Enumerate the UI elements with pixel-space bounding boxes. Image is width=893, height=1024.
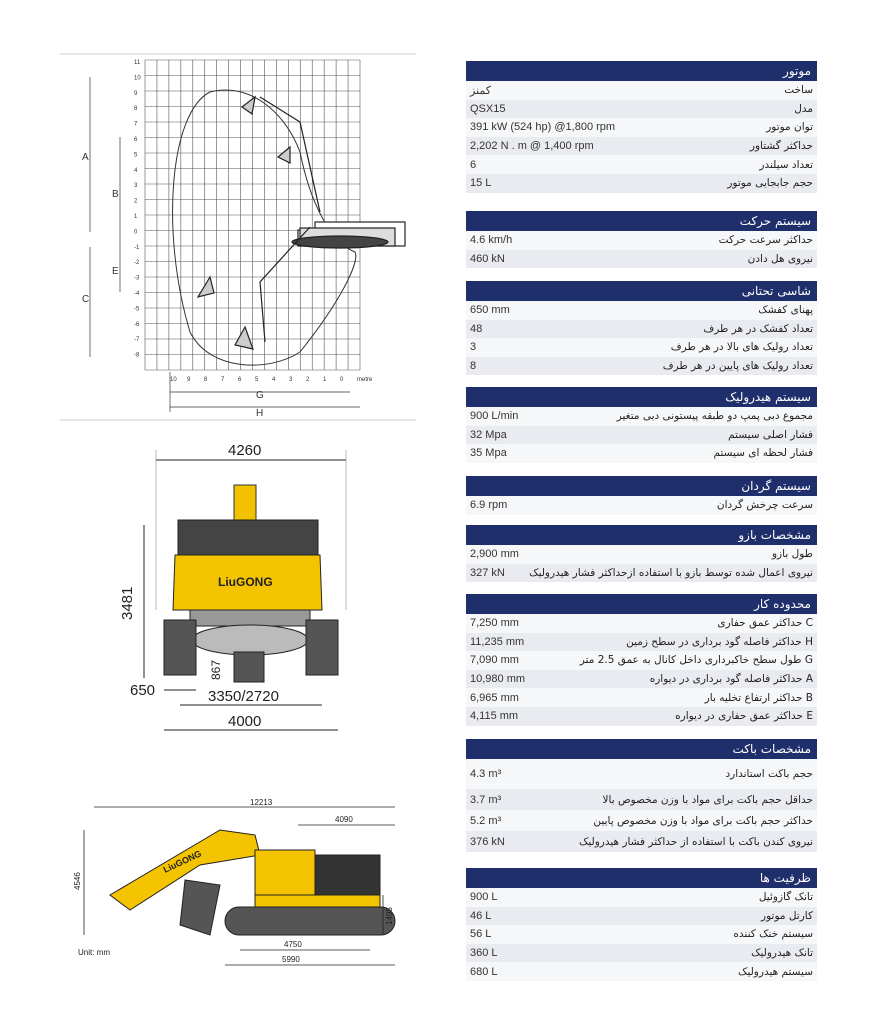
spec-row	[466, 338, 817, 357]
spec-row	[466, 688, 817, 707]
spec-label: نیروی هل دادن	[747, 252, 813, 265]
dim-4546: 4546	[73, 872, 82, 890]
spec-label: H حداکثر فاصله گود برداری در سطح زمین	[626, 635, 813, 648]
x-tick-label: 8	[204, 377, 208, 383]
y-tick-label: 4	[134, 167, 138, 174]
spec-row	[466, 231, 817, 250]
spec-value: 376 kN	[470, 835, 505, 848]
spec-swing	[466, 476, 817, 515]
y-tick-label: 1	[134, 214, 138, 220]
spec-row	[466, 444, 817, 463]
spec-row	[466, 651, 817, 670]
dim-867: 867	[209, 659, 223, 680]
spec-label: فشار لحظه ای سیستم	[713, 447, 813, 460]
spec-value: 2,202 N . m @ 1,400 rpm	[470, 140, 594, 153]
dim-4750: 4750	[284, 940, 302, 949]
spec-label: سیستم خنک کننده	[733, 928, 813, 941]
section-title: سیستم حرکت	[466, 211, 817, 231]
dim-4000: 4000	[228, 713, 262, 730]
spec-row	[466, 707, 817, 726]
spec-value: 8	[470, 360, 477, 373]
spec-row	[466, 357, 817, 376]
spec-row	[466, 426, 817, 445]
spec-row	[466, 155, 817, 174]
spec-value: 460 kN	[470, 252, 505, 265]
spec-value: 900 L	[470, 891, 498, 904]
label-b: B	[112, 189, 119, 200]
y-tick-label: -4	[134, 291, 140, 297]
spec-label: حداقل حجم باکت برای مواد با وزن مخصوص بالا	[602, 793, 813, 806]
y-tick-label: -2	[134, 260, 140, 267]
dim-5990: 5990	[282, 955, 300, 964]
y-tick-label: 8	[134, 106, 138, 113]
spec-row	[466, 496, 817, 515]
section-title: مشخصات باکت	[466, 739, 817, 759]
dim-4090: 4090	[335, 815, 353, 824]
section-title: شاسی تحتانی	[466, 281, 817, 301]
bucket-left	[198, 277, 214, 297]
spec-row	[466, 100, 817, 119]
spec-row	[466, 633, 817, 652]
spec-value: 680 L	[470, 965, 498, 978]
spec-row	[466, 174, 817, 193]
spec-row	[466, 545, 817, 564]
spec-value: 5.2 m³	[470, 814, 502, 827]
spec-value: 7,090 mm	[470, 654, 519, 667]
spec-value: 10,980 mm	[470, 673, 526, 686]
y-tick-label: -8	[134, 352, 140, 359]
spec-bucket	[466, 739, 817, 852]
y-tick-label: 0	[134, 229, 138, 236]
spec-label: نیروی کندن باکت با استفاده از حداکثر فشار هیدرولیک	[578, 835, 813, 848]
spec-row	[466, 614, 817, 633]
spec-value: 4,115 mm	[470, 710, 519, 723]
dim-4260: 4260	[228, 442, 262, 459]
y-tick-label: 6	[134, 137, 138, 143]
spec-value: 48	[470, 322, 483, 335]
spec-row	[466, 789, 817, 810]
spec-value: 7,250 mm	[470, 617, 519, 630]
spec-value: 6,965 mm	[470, 691, 519, 704]
spec-value: 900 L/min	[470, 410, 519, 423]
section-title: ظرفیت ها	[466, 868, 817, 888]
spec-label: تعداد سیلندر	[759, 158, 813, 171]
spec-row	[466, 907, 817, 926]
spec-label: A حداکثر فاصله گود برداری در دیواره	[649, 673, 813, 686]
y-tick-label: -6	[134, 321, 140, 328]
spec-row	[466, 118, 817, 137]
spec-value: 6.9 rpm	[470, 499, 508, 512]
front-view-drawing	[120, 440, 360, 740]
spec-label: مجموع دبی پمپ دو طبقه پیستونی دبی متغیر	[616, 410, 813, 423]
section-title: موتور	[466, 61, 817, 81]
spec-value: 3.7 m³	[470, 793, 502, 806]
y-tick-label: -3	[134, 275, 140, 282]
side-view-drawing	[70, 795, 410, 975]
x-tick-label: 1	[323, 377, 327, 383]
spec-value: 56 L	[470, 928, 492, 941]
label-g: G	[256, 390, 264, 401]
x-tick-label: 5	[255, 377, 259, 383]
spec-label: B حداکثر ارتفاع تخلیه بار	[704, 691, 813, 704]
spec-label: مدل	[794, 102, 813, 115]
y-tick-label: 7	[134, 121, 138, 128]
spec-travel	[466, 211, 817, 268]
spec-row	[466, 564, 817, 583]
spec-label: تعداد کفشک در هر طرف	[703, 322, 813, 335]
spec-value: 2,900 mm	[470, 548, 519, 561]
label-c: C	[82, 294, 90, 305]
spec-label: توان موتور	[766, 121, 813, 134]
spec-row	[466, 320, 817, 339]
label-e: E	[112, 266, 119, 277]
spec-label: نیروی اعمال شده توسط بازو با استفاده ازحداکثر فشار هیدرولیک	[529, 566, 813, 579]
spec-label: سرعت چرخش گردان	[716, 499, 813, 512]
x-tick-label: 6	[238, 377, 242, 383]
spec-undercarriage	[466, 281, 817, 375]
spec-hydraulic	[466, 387, 817, 463]
spec-value: 32 Mpa	[470, 428, 507, 441]
bucket-mid	[278, 147, 290, 163]
label-a: A	[82, 152, 89, 163]
spec-value: کمنز	[470, 84, 491, 97]
bucket-bottom	[235, 327, 253, 349]
spec-row	[466, 250, 817, 269]
spec-row	[466, 888, 817, 907]
dim-1495: 1495	[385, 907, 394, 925]
spec-row	[466, 962, 817, 981]
x-tick-label: metre	[357, 377, 373, 383]
x-tick-label: 9	[187, 377, 191, 383]
spec-label: حجم جابجایی موتور	[727, 177, 813, 190]
y-tick-label: -7	[134, 337, 140, 344]
spec-value: 4.3 m³	[470, 768, 502, 780]
front-view-svg	[120, 440, 360, 740]
spec-row	[466, 670, 817, 689]
x-tick-label: 0	[340, 377, 344, 383]
y-tick-label: -1	[134, 244, 140, 251]
spec-value: 4.6 km/h	[470, 234, 513, 247]
side-view-svg	[70, 795, 410, 975]
spec-label: طول بازو	[771, 548, 813, 561]
section-title: سیستم گردان	[466, 476, 817, 496]
spec-value: 35 Mpa	[470, 447, 507, 460]
spec-row	[466, 944, 817, 963]
working-range-svg	[60, 52, 416, 422]
y-tick-label: 5	[134, 152, 138, 159]
y-tick-label: 10	[134, 75, 141, 82]
spec-label: حداکثر سرعت حرکت	[718, 234, 813, 247]
brand-front: LiuGONG	[218, 575, 273, 589]
spec-row	[466, 81, 817, 100]
spec-label: پهنای کفشک	[758, 304, 813, 317]
x-tick-label: 4	[272, 377, 276, 383]
y-tick-label: -5	[134, 306, 140, 313]
y-tick-label: 3	[134, 183, 138, 190]
spec-label: تعداد رولیک های بالا در هر طرف	[670, 341, 813, 354]
section-title: مشخصات بازو	[466, 525, 817, 545]
y-tick-label: 9	[134, 90, 138, 97]
spec-working-range	[466, 594, 817, 726]
machine-tracks	[292, 236, 388, 248]
spec-row	[466, 137, 817, 156]
spec-label: سیستم هیدرولیک	[738, 965, 813, 978]
spec-label: تانک گازوئیل	[758, 891, 813, 904]
spec-label: فشار اصلی سیستم	[728, 428, 813, 441]
unit-label: Unit: mm	[78, 948, 110, 957]
spec-engine	[466, 61, 817, 193]
dim-12213: 12213	[250, 798, 273, 807]
spec-label: تانک هیدرولیک	[751, 947, 813, 960]
spec-label: تعداد رولیک های پایین در هر طرف	[662, 360, 813, 373]
x-tick-label: 7	[221, 377, 225, 383]
spec-value: 15 L	[470, 177, 492, 190]
spec-arm	[466, 525, 817, 582]
spec-value: 3	[470, 341, 477, 354]
dim-3481: 3481	[120, 586, 136, 620]
spec-label: حجم باکت استاندارد	[725, 768, 813, 780]
spec-label: حداکثر حجم باکت برای مواد با وزن مخصوص پایین	[593, 814, 813, 827]
spec-row	[466, 759, 817, 789]
spec-value: 327 kN	[470, 566, 505, 579]
bucket-top	[242, 97, 255, 114]
spec-row	[466, 925, 817, 944]
x-tick-label: 3	[289, 377, 293, 383]
spec-value: 11,235 mm	[470, 635, 525, 648]
label-h: H	[256, 408, 264, 419]
brand-side: LiuGONG	[161, 848, 204, 875]
spec-label: C حداکثر عمق حفاری	[717, 617, 813, 630]
working-range-diagram	[60, 52, 416, 422]
spec-label: کارتل موتور	[761, 909, 813, 922]
spec-value: 391 kW (524 hp) @1,800 rpm	[470, 121, 616, 134]
spec-row	[466, 301, 817, 320]
spec-value: QSX15	[470, 102, 506, 115]
section-title: محدوده کار	[466, 594, 817, 614]
dim-650: 650	[130, 682, 156, 699]
spec-label: ساخت	[784, 84, 813, 97]
x-tick-label: 2	[306, 377, 310, 383]
spec-capacities	[466, 868, 817, 981]
spec-row	[466, 831, 817, 852]
spec-row	[466, 407, 817, 426]
x-tick-label: 10	[170, 377, 177, 383]
spec-value: 360 L	[470, 947, 498, 960]
y-tick-label: 11	[134, 60, 141, 66]
spec-label: حداکثر گشتاور	[749, 140, 813, 153]
spec-value: 46 L	[470, 909, 492, 922]
spec-label: E حداکثر عمق حفاری در دیواره	[675, 710, 813, 723]
section-title: سیستم هیدرولیک	[466, 387, 817, 407]
dim-gauge: 3350/2720	[208, 688, 279, 705]
spec-value: 650 mm	[470, 304, 510, 317]
spec-label: G طول سطح خاکبرداری داخل کانال به عمق 2.5 متر	[579, 654, 813, 667]
spec-value: 6	[470, 158, 477, 171]
y-tick-label: 2	[134, 198, 138, 205]
spec-row	[466, 810, 817, 831]
